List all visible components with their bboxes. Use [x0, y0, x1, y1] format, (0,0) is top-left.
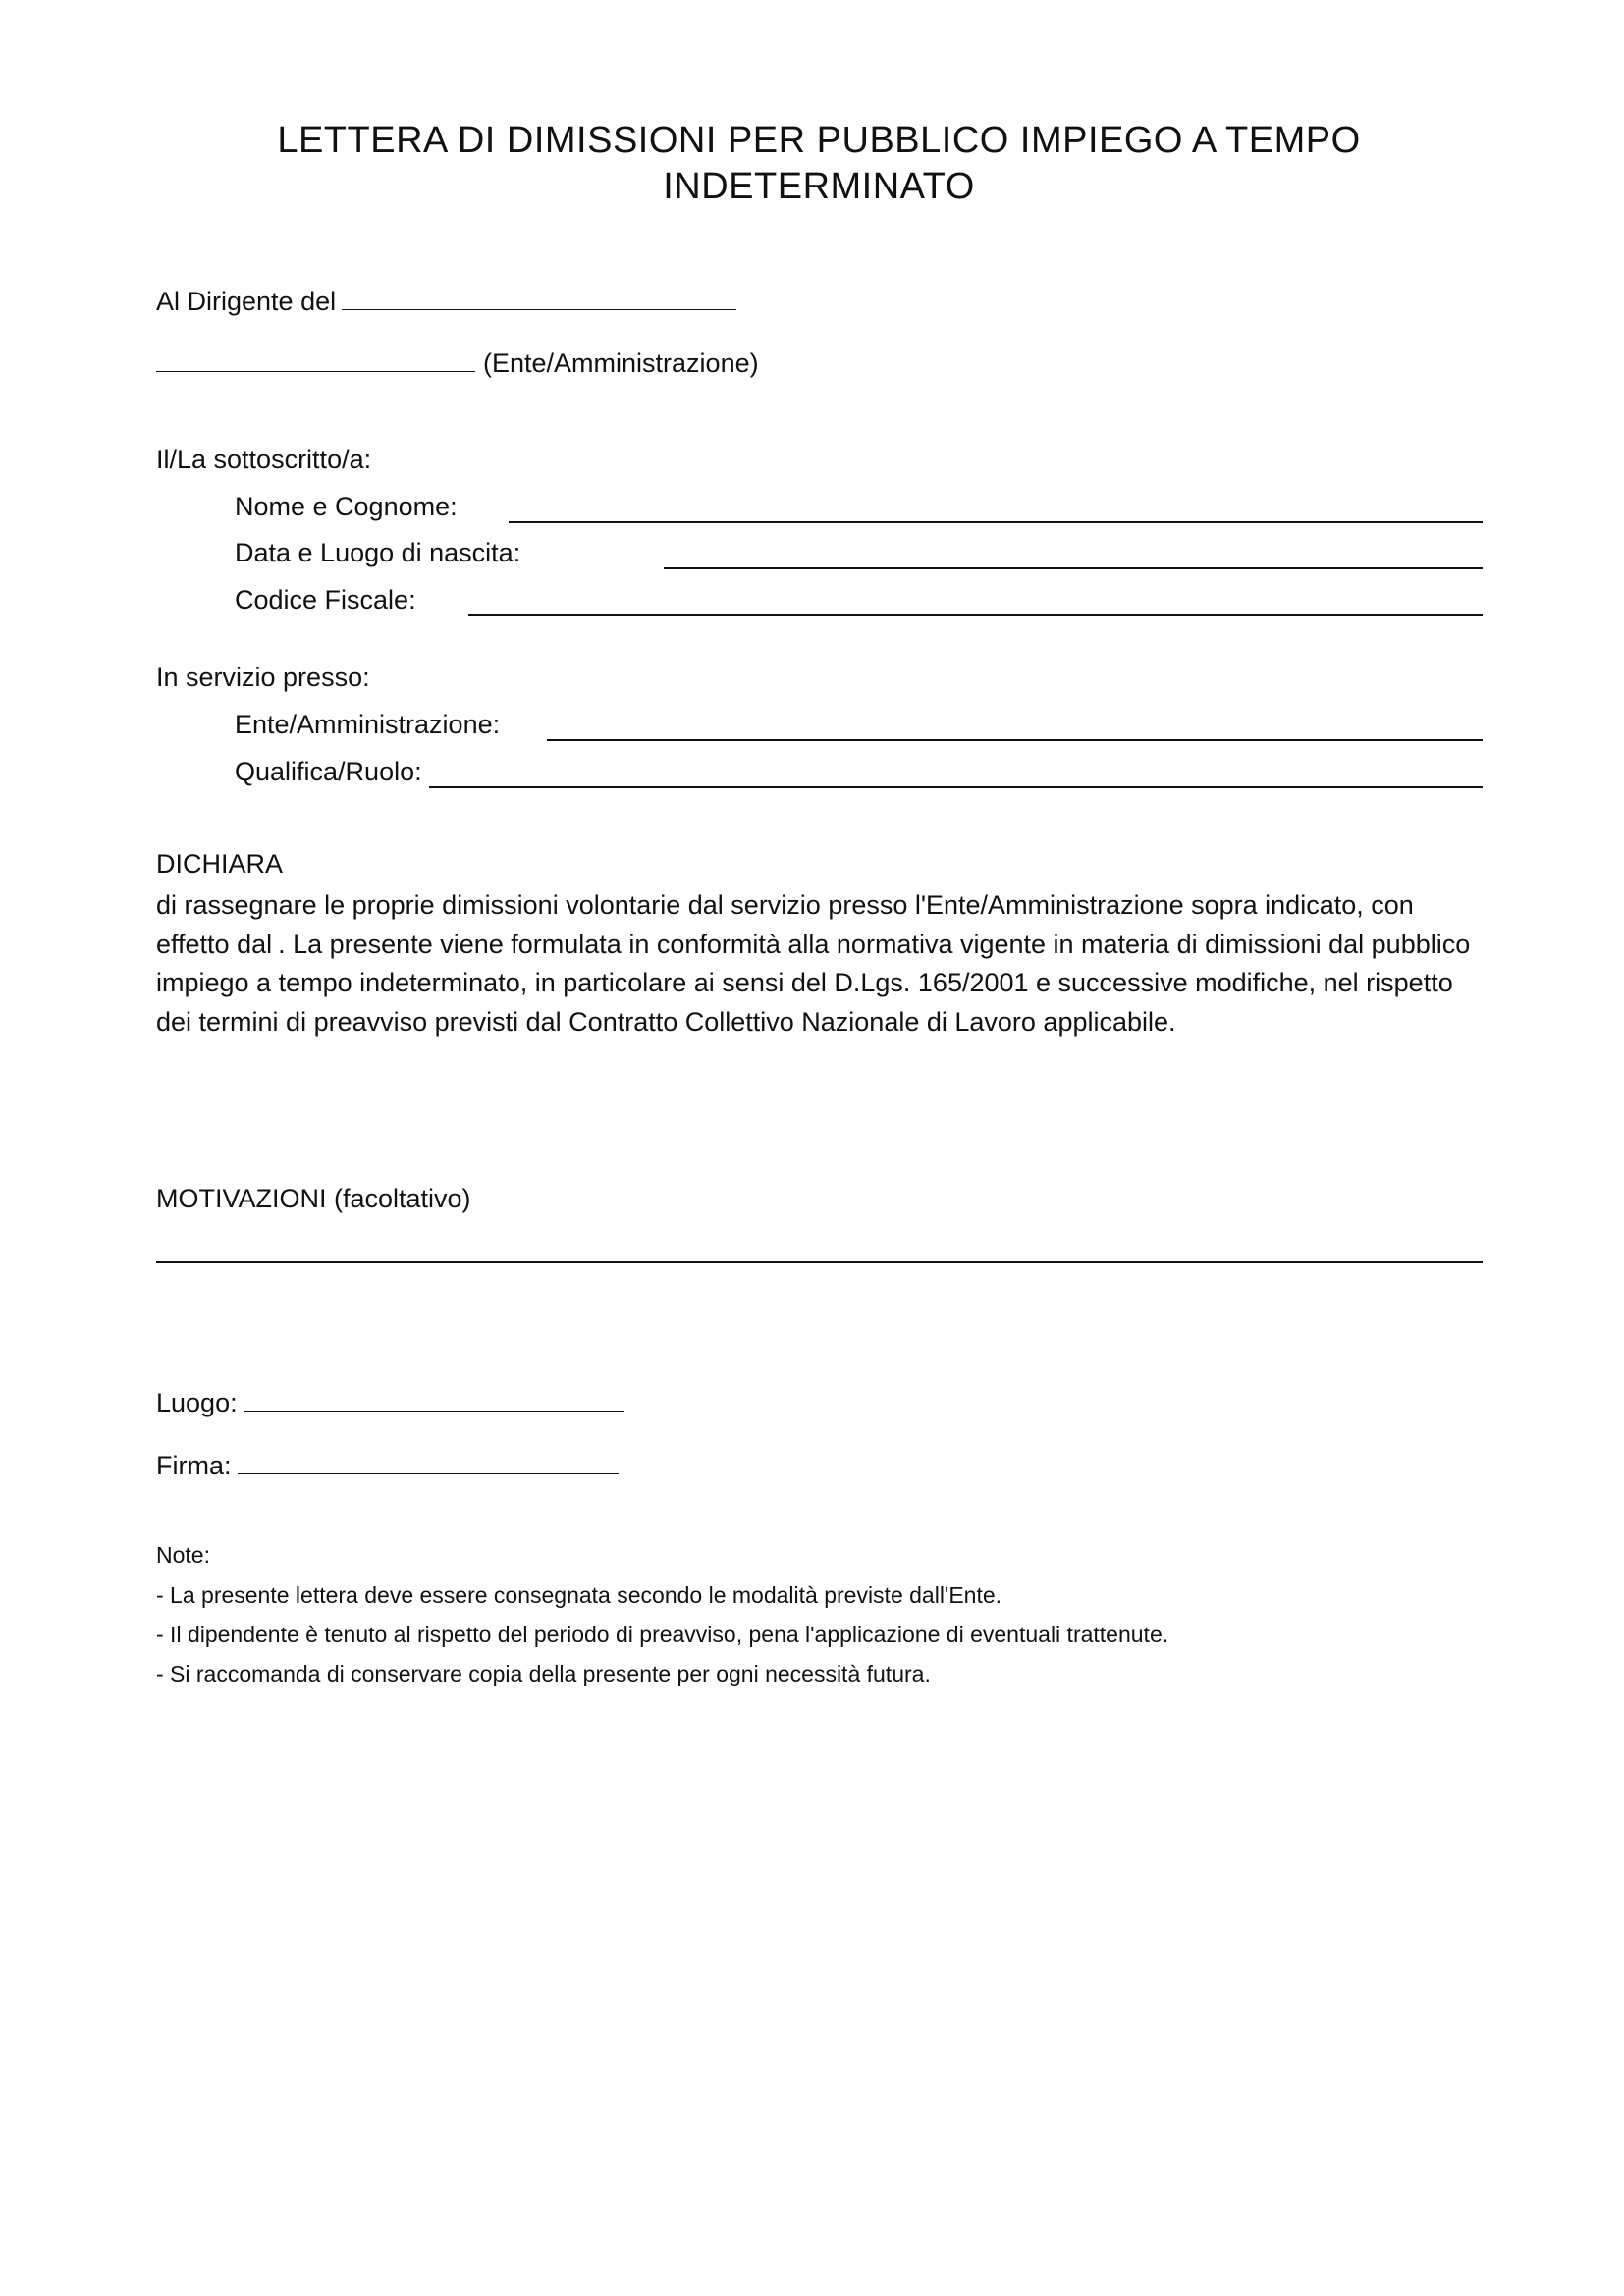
- service-heading: In servizio presso:: [156, 663, 370, 692]
- notes-heading: Note:: [156, 1542, 210, 1568]
- signer-tax-code-label: Codice Fiscale:: [235, 585, 416, 614]
- service-role-field[interactable]: [429, 786, 1483, 788]
- place-label: Luogo:: [156, 1388, 238, 1417]
- signer-name-field[interactable]: [509, 521, 1483, 523]
- note-item: - La presente lettera deve essere consegnata secondo le modalità previste dall'Ente.: [156, 1582, 1002, 1608]
- recipient-dirigente-blank[interactable]: [342, 309, 736, 310]
- motivations-field[interactable]: [156, 1261, 1483, 1263]
- recipient-ente-label: (Ente/Amministrazione): [483, 348, 759, 378]
- note-item: - Il dipendente è tenuto al rispetto del periodo di preavviso, pena l'applicazione di eventuali trattenute.: [156, 1622, 1169, 1647]
- document-title-line-1: LETTERA DI DIMISSIONI PER PUBBLICO IMPIEGO A TEMPO: [277, 120, 1361, 161]
- service-role-label: Qualifica/Ruolo:: [235, 757, 422, 786]
- signer-name-label: Nome e Cognome:: [235, 492, 458, 521]
- recipient-ente-blank[interactable]: [156, 371, 475, 372]
- recipient-ente-line: [156, 347, 759, 379]
- signature-line: [156, 1450, 623, 1481]
- document-title-line-2: INDETERMINATO: [663, 166, 975, 207]
- service-entity-label: Ente/Amministrazione:: [235, 710, 501, 739]
- note-item: - Si raccomanda di conservare copia della presente per ogni necessità futura.: [156, 1661, 931, 1686]
- recipient-dirigente-label: Al Dirigente del: [156, 287, 337, 316]
- declaration-text-before-date: di rassegnare le proprie dimissioni volontarie dal servizio presso l'Ente/Amministrazione sopra indicato, con effetto dal: [156, 890, 1414, 959]
- signer-birth-field[interactable]: [664, 567, 1483, 569]
- signer-tax-code-field[interactable]: [468, 614, 1483, 616]
- declaration-body: [156, 886, 1477, 1041]
- place-blank[interactable]: [244, 1411, 624, 1412]
- service-entity-field[interactable]: [547, 739, 1483, 741]
- document-title: [156, 118, 1482, 210]
- signature-label: Firma:: [156, 1451, 232, 1480]
- declaration-text-after-date: . La presente viene formulata in conformità alla normativa vigente in materia di dimissioni dal pubblico impiego a tempo indeterminato, in particolare ai sensi del D.Lgs. 165/2001 e successive modifiche, nel rispetto dei termini di preavviso previsti dal Contratto Collettivo Nazionale di Lavoro applicabile.: [156, 929, 1471, 1037]
- motivations-heading: MOTIVAZIONI (facoltativo): [156, 1184, 471, 1213]
- declaration-heading: DICHIARA: [156, 849, 284, 879]
- signer-heading: Il/La sottoscritto/a:: [156, 445, 372, 474]
- place-line: [156, 1387, 628, 1418]
- signature-blank[interactable]: [238, 1473, 619, 1474]
- signer-birth-label: Data e Luogo di nascita:: [235, 538, 521, 567]
- recipient-dirigente-line: [156, 286, 740, 317]
